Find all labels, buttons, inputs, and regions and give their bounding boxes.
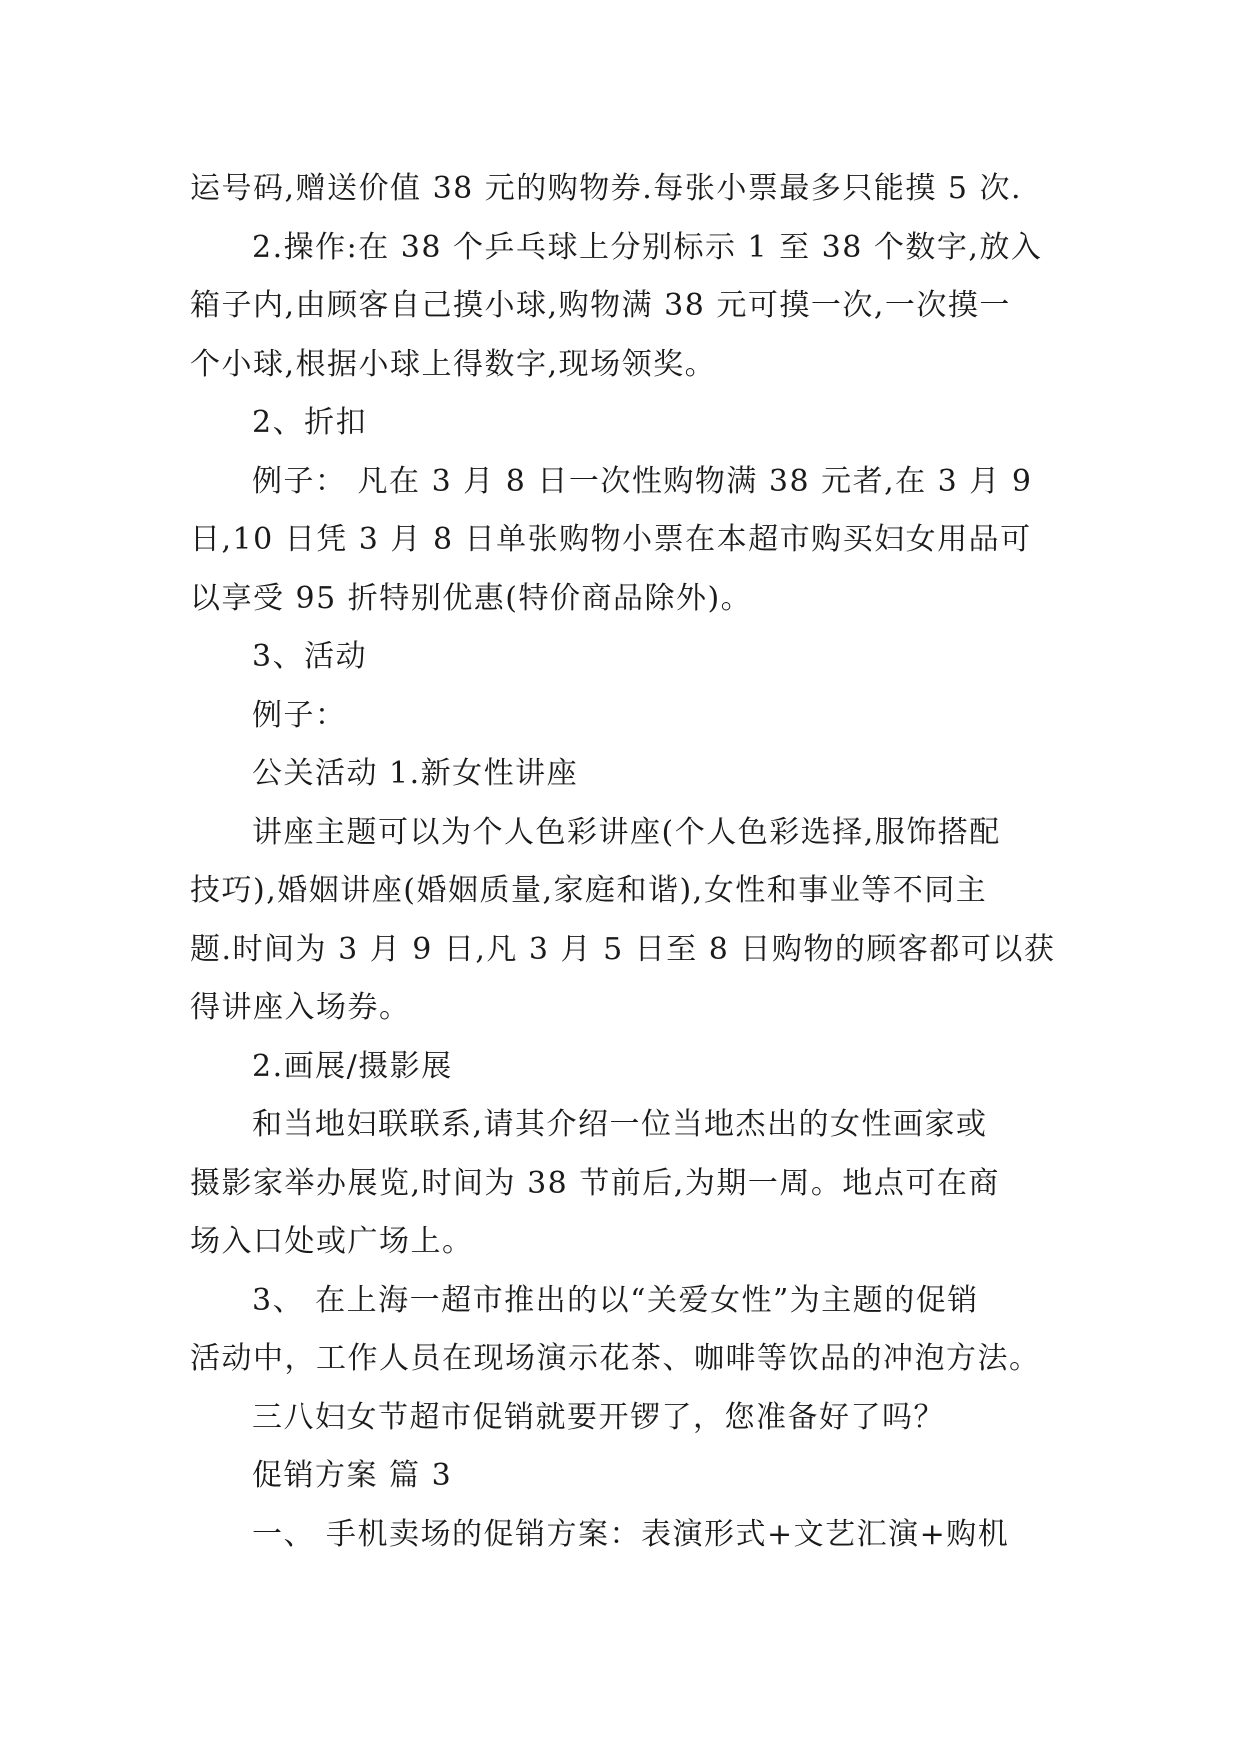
- text-line: 2、折扣: [252, 405, 368, 440]
- text-line: 得讲座入场券。: [190, 990, 411, 1025]
- text-line: 促销方案 篇 3: [252, 1458, 453, 1493]
- text-line: 3、活动: [252, 639, 368, 674]
- text-line: 活动中，工作人员在现场演示花茶、咖啡等饮品的冲泡方法。: [190, 1341, 1041, 1376]
- text-line: 三八妇女节超市促销就要开锣了，您准备好了吗？: [252, 1399, 945, 1435]
- text-line: 个小球,根据小球上得数字,现场领奖。: [190, 346, 717, 382]
- text-line: 公关活动 1.新女性讲座: [252, 756, 579, 791]
- text-line: 摄影家举办展览,时间为 38 节前后,为期一周。地点可在商: [190, 1165, 1000, 1201]
- text-line: 运号码,赠送价值 38 元的购物券.每张小票最多只能摸 5 次.: [190, 171, 1023, 206]
- text-line: 一、 手机卖场的促销方案：表演形式+文艺汇演+购机: [252, 1516, 1010, 1552]
- text-line: 例子： 凡在 3 月 8 日一次性购物满 38 元者,在 3 月 9: [252, 463, 1033, 499]
- text-line: 和当地妇联联系,请其介绍一位当地杰出的女性画家或: [252, 1107, 988, 1142]
- text-line: 日,10 日凭 3 月 8 日单张购物小票在本超市购买妇女用品可: [190, 522, 1032, 557]
- text-line: 箱子内,由顾客自己摸小球,购物满 38 元可摸一次,一次摸一: [190, 288, 1011, 323]
- text-line: 题.时间为 3 月 9 日,凡 3 月 5 日至 8 日购物的顾客都可以获: [190, 931, 1056, 967]
- text-line: 技巧),婚姻讲座(婚姻质量,家庭和谐),女性和事业等不同主: [190, 873, 988, 908]
- text-line: 讲座主题可以为个人色彩讲座(个人色彩选择,服饰搭配: [252, 814, 1001, 850]
- document-body: [190, 160, 1060, 1564]
- text-line: 以享受 95 折特别优惠(特价商品除外)。: [190, 580, 753, 616]
- text-line: 3、 在上海一超市推出的以“关爱女性”为主题的促销: [252, 1282, 979, 1318]
- text-line: 2.操作:在 38 个乒乓球上分别标示 1 至 38 个数字,放入: [252, 229, 1043, 265]
- text-line: 例子：: [252, 697, 347, 733]
- text-line: 场入口处或广场上。: [190, 1224, 474, 1259]
- text-line: 2.画展/摄影展: [252, 1048, 453, 1084]
